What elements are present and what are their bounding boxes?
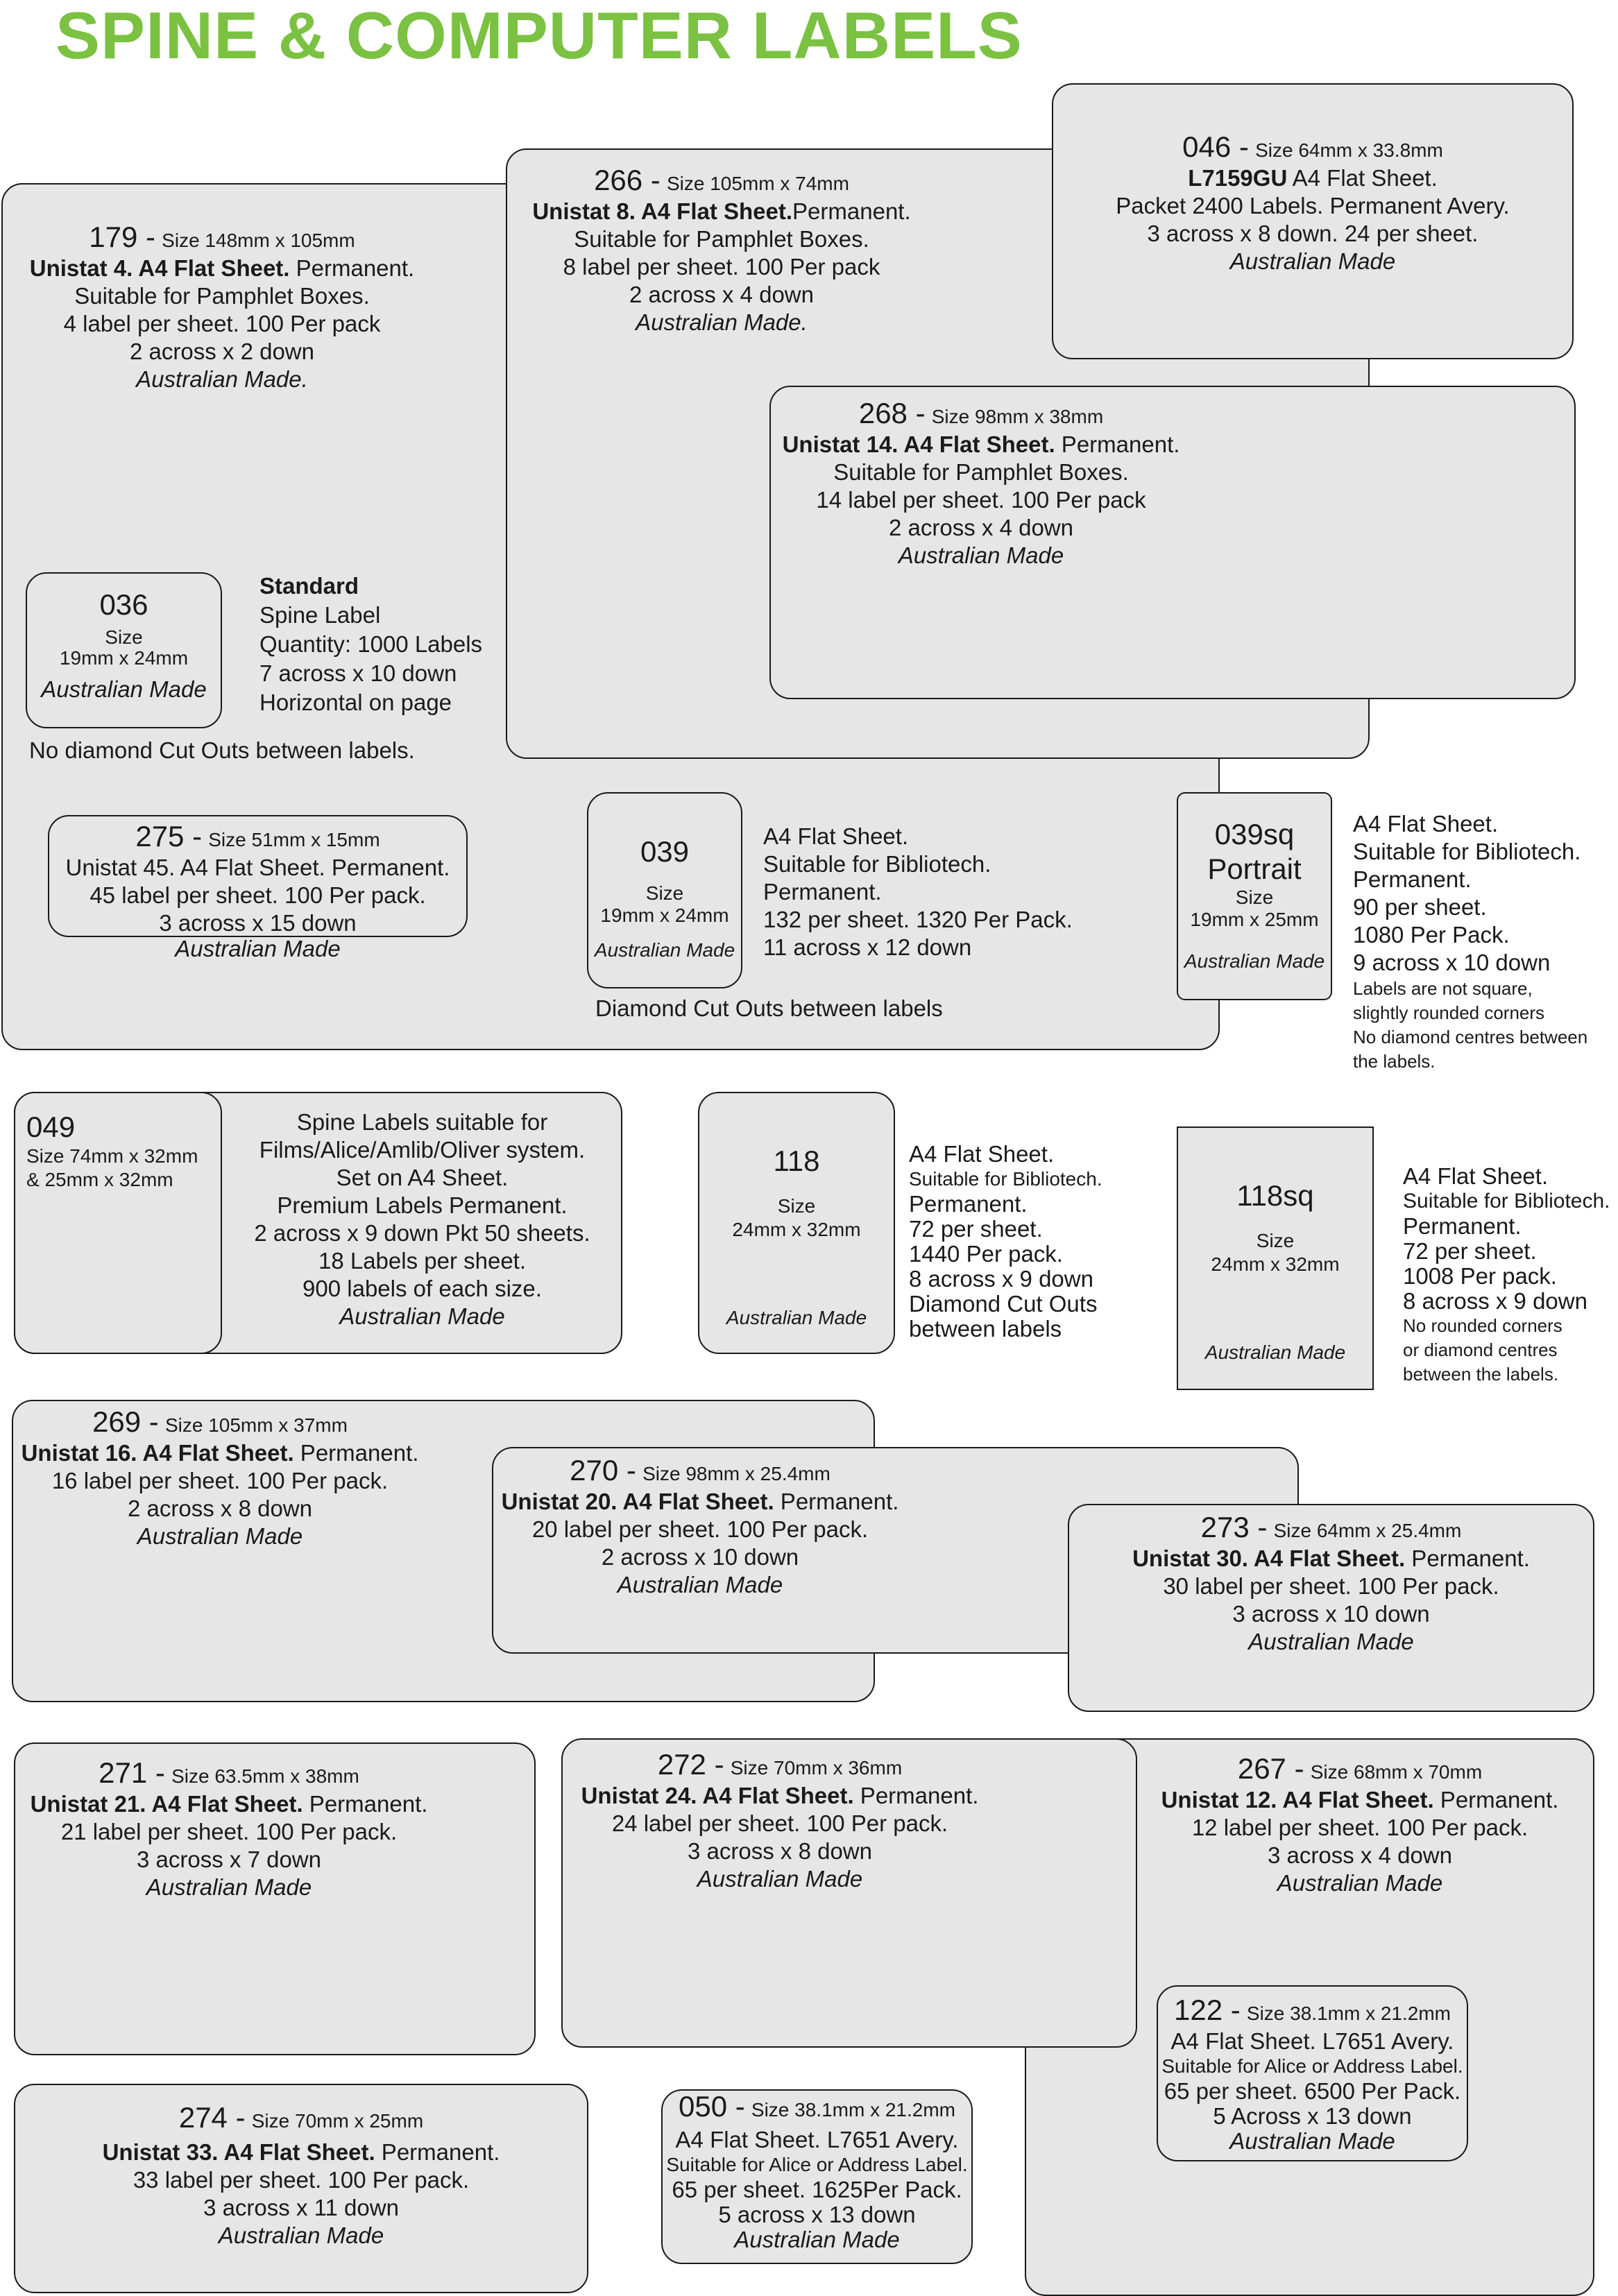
label-270-perm: Permanent. [774,1489,899,1514]
label-266-perm: Permanent. [792,198,911,224]
label-274-perm: Permanent. [375,2139,500,2165]
label-268-text [769,397,1193,569]
label-269-code: 269 - [92,1405,159,1438]
label-122-code: 122 - [1173,1994,1241,2026]
label-275-text [48,820,468,937]
label-039-dim: 19mm x 24mm [600,905,729,926]
label-039-d2: Suitable for Bibliotech. [763,851,991,877]
label-179-code: 179 - [89,221,155,253]
label-049-size: Size 74mm x 32mm [26,1145,198,1167]
label-274-line2: 3 across x 11 down [203,2195,399,2220]
label-272-perm: Permanent. [853,1783,979,1808]
label-039sq-n2: slightly rounded corners [1353,1002,1545,1023]
label-036-size: Size [105,626,143,648]
label-036-made: Australian Made [41,676,207,702]
label-179-made: Australian Made. [136,366,308,392]
label-272-name: Unistat 24. A4 Flat Sheet. [581,1783,854,1808]
label-273-line1: 30 label per sheet. 100 Per pack. [1163,1573,1499,1599]
label-039-code: 039 [640,835,690,868]
label-274-line1: 33 label per sheet. 100 Per pack. [133,2167,470,2193]
label-179-line1: Suitable for Pamphlet Boxes. [74,283,370,309]
label-267-line1: 12 label per sheet. 100 Per pack. [1191,1815,1528,1840]
label-271-size: Size 63.5mm x 38mm [171,1765,359,1787]
label-269-perm: Permanent. [293,1440,419,1466]
label-049-d6: 18 Labels per sheet. [318,1248,527,1274]
label-275-line2: 3 across x 15 down [159,910,357,936]
label-270-line2: 2 across x 10 down [601,1544,799,1570]
label-122-line1: A4 Flat Sheet. L7651 Avery. [1170,2028,1454,2054]
label-268-perm: Permanent. [1055,431,1180,457]
label-039-d5: 11 across x 12 down [763,934,972,960]
label-179-perm: Permanent. [289,255,415,281]
label-118-inner [698,1147,895,1332]
label-036-code: 036 [99,588,148,621]
label-039-size: Size [645,882,684,904]
label-271-line1: 21 label per sheet. 100 Per pack. [60,1819,398,1844]
label-267-line2: 3 across x 4 down [1268,1842,1452,1868]
label-049-d5: 2 across x 9 down Pkt 50 sheets. [254,1220,590,1246]
label-039sq-made: Australian Made [1184,950,1325,972]
label-039sq-d2: Suitable for Bibliotech. [1353,839,1581,864]
label-039sq-size: Size [1235,886,1274,908]
label-039sq-d5: 1080 Per Pack. [1353,922,1510,948]
label-179-line3: 2 across x 2 down [130,339,314,364]
label-268-line1: Suitable for Pamphlet Boxes. [833,459,1129,485]
label-271-made: Australian Made [146,1874,312,1900]
label-267-name: Unistat 12. A4 Flat Sheet. [1161,1787,1434,1813]
label-039sq-d4: 90 per sheet. [1353,894,1487,920]
page-title: SPINE & COMPUTER LABELS [56,0,1023,73]
label-266-made: Australian Made. [636,309,808,335]
label-039sq-dim: 19mm x 25mm [1190,909,1319,930]
label-118-d2: Suitable for Bibliotech. [909,1168,1102,1190]
label-046-line2: 3 across x 8 down. 24 per sheet. [1147,221,1479,246]
label-275-name: Unistat 45. A4 Flat Sheet. [65,855,325,880]
label-046-made: Australian Made [1229,248,1396,274]
label-268-size: Size 98mm x 38mm [931,406,1104,427]
label-269-line1: 16 label per sheet. 100 Per pack. [51,1468,389,1493]
label-049-d1: Spine Labels suitable for [296,1109,548,1135]
label-118-d7: Diamond Cut Outs [909,1291,1098,1317]
label-036-dim: 19mm x 24mm [59,647,189,669]
label-272-text [561,1748,998,1893]
label-118-d6: 8 across x 9 down [909,1266,1093,1292]
label-271-line2: 3 across x 7 down [137,1847,321,1872]
label-122-made: Australian Made [1229,2128,1395,2154]
label-270-name: Unistat 20. A4 Flat Sheet. [501,1489,774,1514]
label-268-name: Unistat 14. A4 Flat Sheet. [782,431,1055,457]
label-270-line1: 20 label per sheet. 100 Per pack. [531,1516,869,1542]
label-036-inner [26,588,222,703]
label-269-size: Size 105mm x 37mm [164,1414,348,1436]
label-118-dim: 24mm x 32mm [732,1219,861,1240]
label-036-d5: Horizontal on page [259,689,452,715]
label-118-d3: Permanent. [909,1191,1028,1217]
label-275-perm: Permanent. [325,855,450,880]
label-266-size: Size 105mm x 74mm [666,173,849,194]
label-122-line4: 5 Across x 13 down [1213,2103,1412,2129]
label-039-d1: A4 Flat Sheet. [763,823,909,849]
label-122-text [1157,1995,1468,2154]
label-046-perm: A4 Flat Sheet. [1287,165,1438,191]
label-049-d7: 900 labels of each size. [303,1276,542,1301]
label-046-text [1052,130,1574,275]
label-039-note: Diamond Cut Outs between labels [595,995,943,1021]
label-049-d3: Set on A4 Sheet. [336,1165,509,1190]
label-118sq-d4: 72 per sheet. [1403,1238,1537,1264]
label-118sq-code: 118sq [1236,1179,1314,1212]
label-267-size: Size 68mm x 70mm [1310,1761,1483,1783]
label-049-desc [222,1108,622,1330]
label-271-text [14,1756,444,1901]
label-267-text [1138,1752,1582,1897]
label-036-desc [259,572,482,717]
label-267-made: Australian Made [1277,1870,1443,1896]
label-039sq-n1: Labels are not square, [1353,978,1533,999]
label-266-name: Unistat 8. A4 Flat Sheet. [532,198,793,224]
label-270-size: Size 98mm x 25.4mm [642,1463,831,1484]
label-275-code: 275 - [135,820,203,853]
label-118-desc [909,1142,1102,1342]
label-273-size: Size 64mm x 25.4mm [1273,1520,1462,1541]
label-039sq-d1: A4 Flat Sheet. [1353,811,1499,837]
label-179-text [14,223,430,393]
label-268-line2: 14 label per sheet. 100 Per pack [816,487,1146,513]
label-039sq-desc [1353,810,1587,1074]
label-118sq-size: Size [1256,1230,1295,1251]
label-039sq-code: 039sq [1214,818,1295,850]
label-268-code: 268 - [858,397,926,429]
label-049-d4: Premium Labels Permanent. [277,1192,568,1218]
label-266-text [513,166,930,336]
label-049-d2: Films/Alice/Amlib/Oliver system. [259,1137,586,1163]
label-273-name: Unistat 30. A4 Flat Sheet. [1132,1545,1406,1571]
label-046-line1: Packet 2400 Labels. Permanent Avery. [1116,193,1510,219]
label-274-code: 274 - [178,2101,246,2134]
label-039sq-d3: Permanent. [1353,866,1472,892]
label-271-perm: Permanent. [303,1791,428,1817]
label-269-made: Australian Made [137,1523,303,1549]
label-269-text [12,1405,428,1550]
label-273-text [1068,1511,1594,1656]
label-267-perm: Permanent. [1433,1787,1559,1813]
label-046-size: Size 64mm x 33.8mm [1255,139,1443,161]
label-118sq-n2: or diamond centres [1403,1339,1558,1360]
label-049-code: 049 [26,1111,76,1143]
label-049-size2: & 25mm x 32mm [26,1169,173,1190]
label-039sq-code2: Portrait [1207,853,1302,885]
label-050-line4: 5 across x 13 down [718,2202,916,2227]
label-039-made: Australian Made [594,939,735,961]
label-050-made: Australian Made [734,2227,900,2252]
label-274-name: Unistat 33. A4 Flat Sheet. [102,2139,375,2165]
label-118-d8: between labels [909,1316,1062,1342]
label-275-made: Australian Made [175,936,341,961]
label-039-d4: 132 per sheet. 1320 Per Pack. [763,907,1073,932]
label-049-inner [26,1110,198,1192]
label-118-made: Australian Made [726,1307,867,1328]
label-046-name: L7159GU [1188,165,1288,191]
label-049-made: Australian Made [339,1303,505,1329]
label-050-code: 050 - [678,2090,745,2123]
label-179-size: Size 148mm x 105mm [162,230,355,251]
label-270-text [492,1454,908,1599]
label-039-d3: Permanent. [763,879,882,905]
label-269-name: Unistat 16. A4 Flat Sheet. [21,1440,294,1466]
label-118-d1: A4 Flat Sheet. [909,1141,1055,1167]
label-271-name: Unistat 21. A4 Flat Sheet. [30,1791,303,1817]
label-039-desc [763,823,1073,961]
label-266-line1: Suitable for Pamphlet Boxes. [574,226,869,252]
label-050-line1: A4 Flat Sheet. L7651 Avery. [675,2127,959,2152]
label-036-d1: Standard [259,573,359,599]
label-268-line3: 2 across x 4 down [889,515,1073,540]
label-122-line3: 65 per sheet. 6500 Per Pack. [1164,2078,1461,2104]
label-266-code: 266 - [594,164,661,196]
label-118-code: 118 [773,1145,820,1177]
label-266-line2: 8 label per sheet. 100 Per pack [563,254,880,280]
label-050-line3: 65 per sheet. 1625Per Pack. [672,2177,962,2202]
label-268-made: Australian Made [898,542,1064,568]
label-273-perm: Permanent. [1405,1545,1530,1571]
label-275-line1: 45 label per sheet. 100 Per pack. [90,882,426,908]
label-122-size: Size 38.1mm x 21.2mm [1246,2003,1451,2024]
label-274-made: Australian Made [218,2222,384,2248]
label-272-line2: 3 across x 8 down [688,1838,872,1864]
label-266-line3: 2 across x 4 down [629,282,814,307]
label-272-made: Australian Made [697,1866,863,1892]
label-272-line1: 24 label per sheet. 100 Per pack. [611,1810,948,1836]
label-118sq-desc [1403,1164,1610,1387]
label-118sq-d2: Suitable for Bibliotech. [1403,1190,1610,1213]
label-267-code: 267 - [1237,1752,1304,1785]
label-118sq-d5: 1008 Per pack. [1403,1263,1557,1289]
label-118sq-d6: 8 across x 9 down [1403,1288,1587,1314]
label-273-code: 273 - [1200,1511,1268,1543]
label-179-line2: 4 label per sheet. 100 Per pack [63,311,381,336]
label-118-size: Size [777,1195,816,1217]
label-118sq-dim: 24mm x 32mm [1211,1253,1340,1275]
label-122-line2: Suitable for Alice or Address Label. [1161,2055,1463,2077]
label-270-made: Australian Made [617,1572,783,1597]
label-036-note: No diamond Cut Outs between labels. [29,737,415,763]
label-118sq-n3: between the labels. [1403,1364,1559,1385]
label-274-size: Size 70mm x 25mm [251,2110,424,2132]
label-046-code: 046 - [1182,130,1249,163]
label-179-name: Unistat 4. A4 Flat Sheet. [29,255,290,281]
label-118-d5: 1440 Per pack. [909,1241,1063,1267]
label-274-text [14,2100,588,2250]
label-275-size: Size 51mm x 15mm [208,829,380,850]
label-118sq-inner [1177,1179,1374,1367]
label-273-made: Australian Made [1248,1629,1414,1654]
label-272-size: Size 70mm x 36mm [730,1757,903,1779]
label-039sq-d6: 9 across x 10 down [1353,950,1551,975]
label-036-d3: Quantity: 1000 Labels [259,631,483,657]
label-272-code: 272 - [657,1748,724,1781]
label-050-line2: Suitable for Alice or Address Label. [666,2154,968,2175]
label-271-code: 271 - [99,1756,165,1789]
label-118sq-made: Australian Made [1204,1342,1346,1363]
label-039sq-n3: No diamond centres between [1353,1027,1588,1047]
label-118sq-d3: Permanent. [1403,1213,1522,1239]
label-273-line2: 3 across x 10 down [1232,1601,1430,1627]
label-036-d4: 7 across x 10 down [259,660,457,686]
label-039sq-n4: the labels. [1353,1051,1436,1072]
label-050-size: Size 38.1mm x 21.2mm [751,2099,955,2121]
label-118sq-d1: A4 Flat Sheet. [1403,1163,1549,1189]
label-050-text [661,2089,973,2252]
label-118-d4: 72 per sheet. [909,1216,1043,1242]
label-118sq-n1: No rounded corners [1403,1315,1562,1336]
label-270-code: 270 - [570,1454,636,1487]
label-269-line2: 2 across x 8 down [128,1496,312,1521]
label-036-d2: Spine Label [259,602,381,628]
label-039sq-inner [1177,817,1332,975]
label-039-inner [587,835,742,964]
